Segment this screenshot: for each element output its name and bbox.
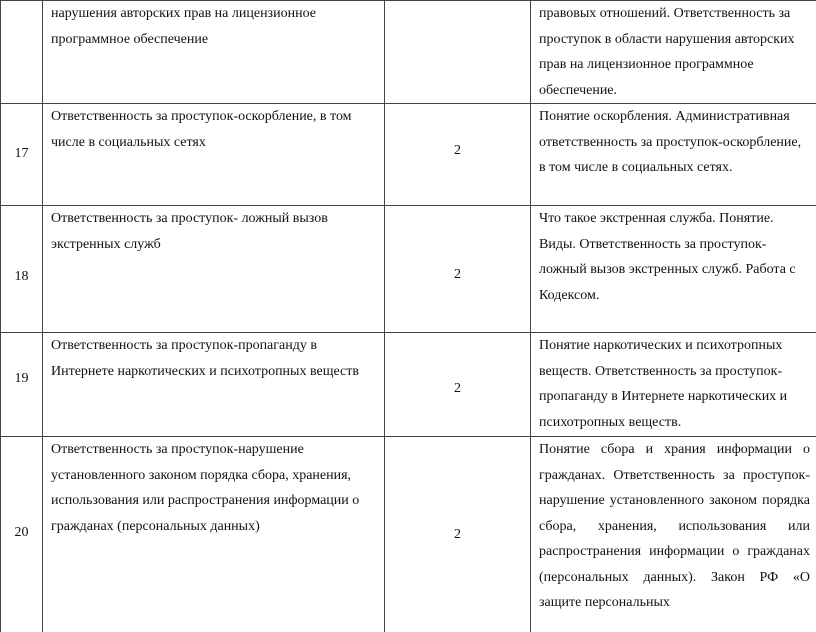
topic-text: Ответственность за проступок-оскорбление, в том числе в социальных сетях xyxy=(51,109,352,150)
topic-cell xyxy=(43,206,385,333)
content-text: Понятие наркотических и психотропных веществ. Ответственность за проступок-пропаганду в Интернете наркотических и психотропных веществ. xyxy=(539,338,788,430)
table-row xyxy=(1,104,816,206)
topic-cell xyxy=(43,104,385,206)
hours-cell xyxy=(385,437,531,632)
table-row xyxy=(1,437,816,632)
hours-text: 2 xyxy=(454,380,461,396)
row-number-text: 18 xyxy=(14,269,29,285)
hours-cell xyxy=(385,206,531,333)
topic-text: нарушения авторских прав на лицензионное программное обеспечение xyxy=(51,6,316,47)
content-cell xyxy=(531,333,816,437)
hours-cell xyxy=(385,1,531,104)
row-number xyxy=(1,437,43,632)
hours-cell xyxy=(385,333,531,437)
topic-text: Ответственность за проступок- ложный вызов экстренных служб xyxy=(51,211,328,252)
topic-text: Ответственность за проступок-нарушение установленного законом порядка сбора, хранения, использования или распространения информации о гражданах (персональных данных) xyxy=(51,442,360,534)
row-number-text: 20 xyxy=(14,525,29,541)
table-row xyxy=(1,206,816,333)
topic-cell xyxy=(43,1,385,104)
row-number-text: 17 xyxy=(14,145,29,161)
hours-text: 2 xyxy=(454,142,461,158)
row-number-text: 19 xyxy=(14,370,29,386)
row-number xyxy=(1,333,43,437)
topic-text: Ответственность за проступок-пропаганду в Интернете наркотических и психотропных веществ xyxy=(51,338,359,379)
content-text: правовых отношений. Ответственность за проступок в области нарушения авторских прав на лицензионное программное обеспечение. xyxy=(539,6,795,98)
content-cell xyxy=(531,437,816,632)
topic-cell xyxy=(43,333,385,437)
hours-text: 2 xyxy=(454,527,461,543)
content-text: Понятие сбора и храния информации о гражданах. Ответственность за проступок-нарушение установленного законом порядка сбора, хранения, использования или распространения информации о гражданах (персональных данных). Закон РФ «О защите персональных xyxy=(539,442,810,610)
row-number xyxy=(1,206,43,333)
content-text: Что такое экстренная служба. Понятие. Виды. Ответственность за проступок-ложный вызов экстренных служб. Работа с Кодексом. xyxy=(539,211,796,303)
content-cell xyxy=(531,206,816,333)
content-cell xyxy=(531,104,816,206)
table-row xyxy=(1,1,816,104)
content-cell xyxy=(531,1,816,104)
hours-cell xyxy=(385,104,531,206)
hours-text: 2 xyxy=(454,267,461,283)
row-number xyxy=(1,1,43,104)
topic-cell xyxy=(43,437,385,632)
table-row xyxy=(1,333,816,437)
content-text: Понятие оскорбления. Административная ответственность за проступок-оскорбление, в том числе в социальных сетях. xyxy=(539,109,802,175)
row-number xyxy=(1,104,43,206)
